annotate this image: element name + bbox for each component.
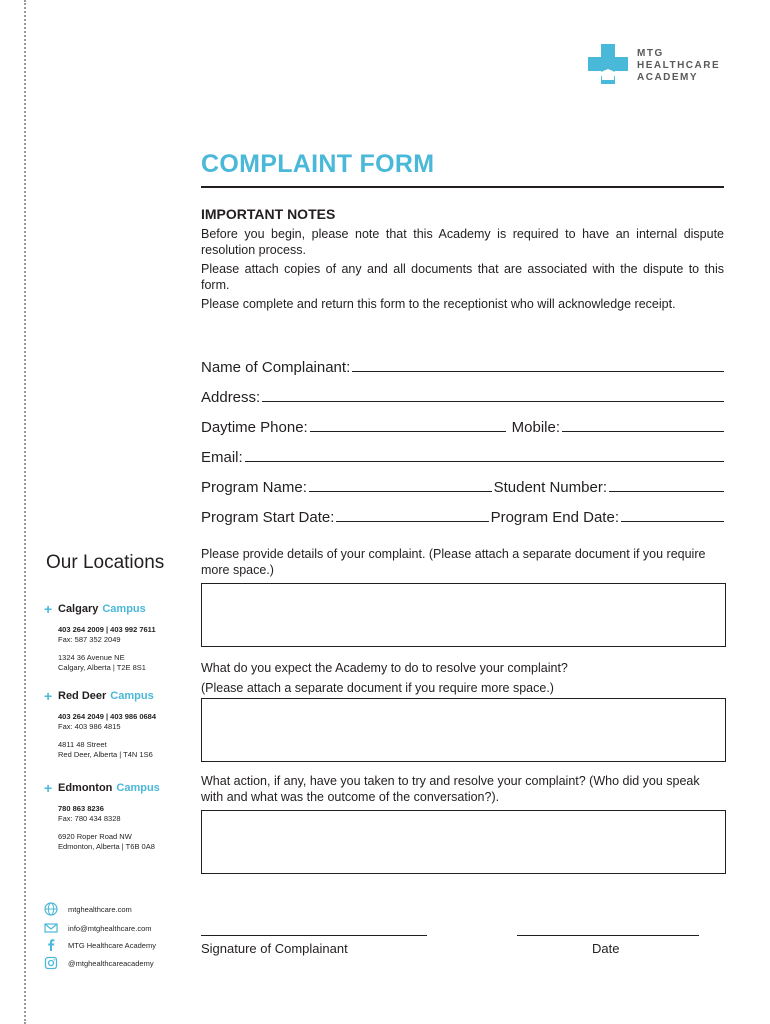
phone-row bbox=[201, 419, 724, 436]
calgary-fax: Fax: 587 352 2049 bbox=[58, 634, 121, 644]
address-field bbox=[201, 389, 724, 406]
address-label: Address: bbox=[201, 389, 261, 406]
website-contact[interactable] bbox=[44, 902, 132, 916]
email-input-line[interactable] bbox=[245, 461, 724, 462]
date-line[interactable] bbox=[517, 935, 699, 936]
details-textbox[interactable] bbox=[201, 583, 726, 647]
calgary-details bbox=[58, 625, 156, 672]
signature-label: Signature of Complainant bbox=[201, 941, 348, 956]
logo-line-1: MTG bbox=[637, 48, 664, 59]
facebook-text: MTG Healthcare Academy bbox=[68, 940, 156, 950]
calgary-city: Calgary, Alberta | T2E 8S1 bbox=[58, 662, 146, 672]
plus-icon: + bbox=[44, 601, 53, 617]
red-deer-phones: 403 264 2049 | 403 986 0684 bbox=[58, 712, 157, 721]
red-deer-name: Red Deer bbox=[58, 690, 107, 702]
expect-prompt bbox=[201, 658, 724, 698]
name-input-line[interactable] bbox=[352, 371, 724, 372]
expect-prompt-line-1: What do you expect the Academy to do to resolve your complaint? bbox=[201, 661, 568, 675]
note-paragraph-1: Before you begin, please note that this Academy is required to have an internal dispute resolution process. bbox=[201, 227, 724, 257]
instagram-text: @mtghealthcareacademy bbox=[68, 958, 154, 968]
facebook-contact[interactable] bbox=[44, 938, 156, 952]
program-end-input-line[interactable] bbox=[621, 521, 724, 522]
red-deer-street: 4811 48 Street bbox=[58, 740, 107, 749]
edmonton-street: 6920 Roper Road NW bbox=[58, 832, 132, 841]
edmonton-campus bbox=[44, 780, 160, 851]
action-prompt: What action, if any, have you taken to try and resolve your complaint? (Who did you speak with and what was the outcome of the conversation?). bbox=[201, 774, 700, 804]
edmonton-name: Edmonton bbox=[58, 782, 113, 794]
email-contact[interactable] bbox=[44, 921, 152, 935]
program-name-input-line[interactable] bbox=[309, 491, 492, 492]
address-input-line[interactable] bbox=[262, 401, 724, 402]
red-deer-details bbox=[58, 712, 156, 759]
plus-icon: + bbox=[44, 688, 53, 704]
calgary-street: 1324 36 Avenue NE bbox=[58, 653, 125, 662]
important-notes bbox=[201, 226, 724, 315]
globe-icon bbox=[44, 902, 58, 916]
action-textbox[interactable] bbox=[201, 810, 726, 874]
notes-heading: IMPORTANT NOTES bbox=[201, 206, 336, 222]
edmonton-fax: Fax: 780 434 8328 bbox=[58, 813, 121, 823]
edmonton-campus-heading bbox=[44, 780, 160, 796]
daytime-phone-input-line[interactable] bbox=[310, 431, 506, 432]
name-label: Name of Complainant: bbox=[201, 359, 351, 376]
calgary-phones: 403 264 2009 | 403 992 7611 bbox=[58, 625, 156, 634]
mobile-input-line[interactable] bbox=[562, 431, 724, 432]
program-row bbox=[201, 479, 724, 496]
edmonton-phones: 780 863 8236 bbox=[58, 804, 104, 813]
red-deer-campus-heading bbox=[44, 688, 156, 704]
email-text: info@mtghealthcare.com bbox=[68, 923, 152, 933]
logo-line-2: HEALTHCARE bbox=[637, 60, 721, 71]
calgary-name: Calgary bbox=[58, 603, 99, 615]
calgary-campus-heading bbox=[44, 601, 156, 617]
expect-textbox[interactable] bbox=[201, 698, 726, 762]
red-deer-city: Red Deer, Alberta | T4N 1S6 bbox=[58, 749, 153, 759]
note-paragraph-3: Please complete and return this form to the receptionist who will acknowledge receipt. bbox=[201, 297, 676, 311]
details-prompt: Please provide details of your complaint. (Please attach a separate document if you require more space.) bbox=[201, 547, 706, 577]
instagram-contact[interactable] bbox=[44, 956, 154, 970]
name-field bbox=[201, 359, 724, 376]
email-field bbox=[201, 449, 724, 466]
envelope-icon bbox=[44, 921, 58, 935]
campus-word: Campus bbox=[102, 603, 146, 615]
academy-logo bbox=[588, 44, 738, 92]
program-end-label: Program End Date: bbox=[490, 509, 619, 526]
medical-cross-icon bbox=[588, 44, 628, 84]
plus-icon: + bbox=[44, 780, 53, 796]
logo-line-3: ACADEMY bbox=[637, 72, 699, 83]
form-title: COMPLAINT FORM bbox=[201, 150, 435, 178]
student-number-label: Student Number: bbox=[493, 479, 607, 496]
date-label: Date bbox=[592, 941, 620, 956]
locations-heading: Our Locations bbox=[46, 552, 165, 573]
campus-word: Campus bbox=[110, 690, 154, 702]
campus-word: Campus bbox=[116, 782, 160, 794]
calgary-campus bbox=[44, 601, 156, 672]
email-label: Email: bbox=[201, 449, 243, 466]
program-start-label: Program Start Date: bbox=[201, 509, 335, 526]
program-start-input-line[interactable] bbox=[336, 521, 488, 522]
instagram-icon bbox=[44, 956, 58, 970]
logo-wordmark bbox=[637, 48, 720, 84]
red-deer-campus bbox=[44, 688, 156, 759]
signature-line[interactable] bbox=[201, 935, 427, 936]
website-text: mtghealthcare.com bbox=[68, 904, 132, 914]
expect-prompt-line-2: (Please attach a separate document if you require more space.) bbox=[201, 681, 554, 695]
mobile-label: Mobile: bbox=[511, 419, 560, 436]
program-name-label: Program Name: bbox=[201, 479, 307, 496]
daytime-phone-label: Daytime Phone: bbox=[201, 419, 308, 436]
note-paragraph-2: Please attach copies of any and all documents that are associated with the dispute to this form. bbox=[201, 262, 724, 292]
page-edge-perforation bbox=[24, 0, 26, 1024]
edmonton-city: Edmonton, Alberta | T6B 0A8 bbox=[58, 841, 155, 851]
facebook-icon bbox=[44, 938, 58, 952]
edmonton-details bbox=[58, 804, 160, 851]
title-divider bbox=[201, 186, 724, 188]
red-deer-fax: Fax: 403 986 4815 bbox=[58, 721, 121, 731]
program-dates-row bbox=[201, 509, 724, 526]
student-number-input-line[interactable] bbox=[609, 491, 724, 492]
